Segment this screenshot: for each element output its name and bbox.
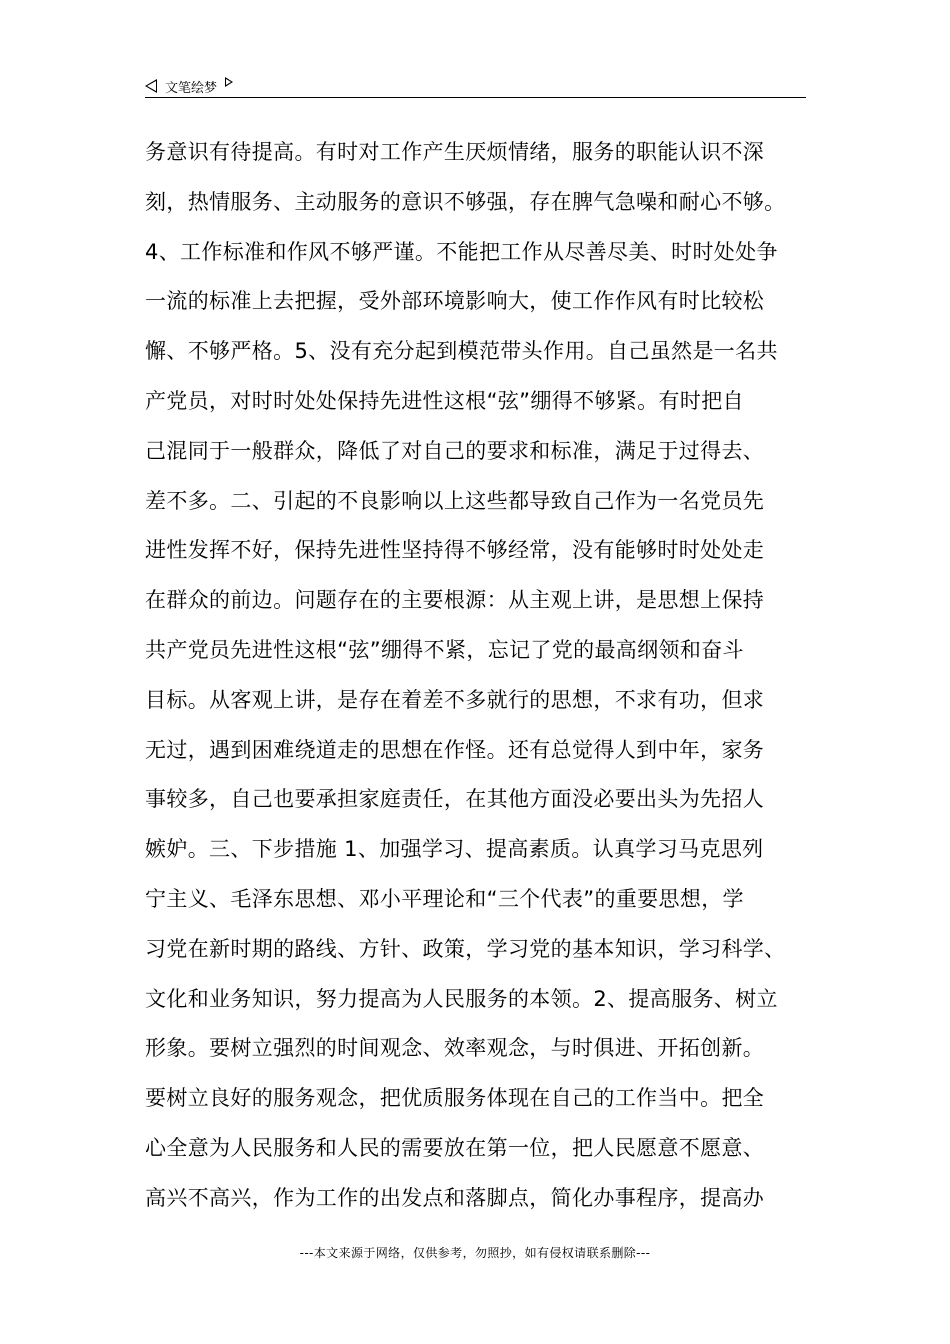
header-title: 文笔绘梦 (165, 80, 218, 96)
text-line: 共产党员先进性这根“弦”绷得不紧，忘记了党的最高纲领和奋斗 (145, 637, 744, 662)
text-line: 务意识有待提高。有时对工作产生厌烦情绪，服务的职能认识不深 (145, 140, 765, 164)
text-line: 懈、不够严格。5、没有充分起到模范带头作用。自己虽然是一名共 (145, 339, 778, 364)
text-line: 事较多，自己也要承担家庭责任，在其他方面没必要出头为先招人 (145, 787, 765, 812)
text-line: 己混同于一般群众，降低了对自己的要求和标准，满足于过得去、 (145, 438, 765, 463)
text-line: 产党员，对时时处处保持先进性这根“弦”绷得不够紧。有时把自 (145, 388, 744, 413)
page-header (145, 74, 806, 98)
text-line: 宁主义、毛泽东思想、邓小平理论和“三个代表”的重要思想，学 (145, 886, 744, 911)
text-line: 在群众的前边。问题存在的主要根源：从主观上讲，是思想上保持 (145, 588, 765, 613)
text-line: 无过，遇到困难绕道走的思想在作怪。还有总觉得人到中年，家务 (145, 737, 765, 762)
text-line: 要树立良好的服务观念，把优质服务体现在自己的工作当中。把全 (145, 1086, 765, 1111)
text-line: 习党在新时期的路线、方针、政策，学习党的基本知识，学习科学、 (145, 936, 786, 961)
text-line: 进性发挥不好，保持先进性坚持得不够经常，没有能够时时处处走 (145, 538, 765, 563)
text-line: 差不多。二、引起的不良影响以上这些都导致自己作为一名党员先 (145, 488, 765, 513)
text-line: 目标。从客观上讲，是存在着差不多就行的思想，不求有功，但求 (145, 687, 765, 712)
document-body (145, 128, 825, 1224)
text-line: 文化和业务知识，努力提高为人民服务的本领。2、提高服务、树立 (145, 986, 778, 1011)
triangle-right-outline-icon (225, 77, 233, 87)
text-line: 一流的标准上去把握，受外部环境影响大，使工作作风有时比较松 (145, 289, 765, 314)
text-line: 嫉妒。三、下步措施 1、加强学习、提高素质。认真学习马克思列 (145, 837, 764, 862)
footer-disclaimer: ---本文来源于网络，仅供参考，勿照抄，如有侵权请联系删除--- (299, 1246, 651, 1260)
text-line: 4、工作标准和作风不够严谨。不能把工作从尽善尽美、时时处处争 (145, 239, 778, 264)
text-line: 刻，热情服务、主动服务的意识不够强，存在脾气急噪和耐心不够。 (145, 189, 786, 214)
text-line: 心全意为人民服务和人民的需要放在第一位，把人民愿意不愿意、 (145, 1135, 765, 1160)
triangle-left-outline-icon (145, 79, 157, 93)
text-line: 高兴不高兴，作为工作的出发点和落脚点，简化办事程序，提高办 (145, 1185, 765, 1210)
text-line: 形象。要树立强烈的时间观念、效率观念，与时俱进、开拓创新。 (145, 1036, 765, 1061)
header-divider (145, 97, 806, 98)
